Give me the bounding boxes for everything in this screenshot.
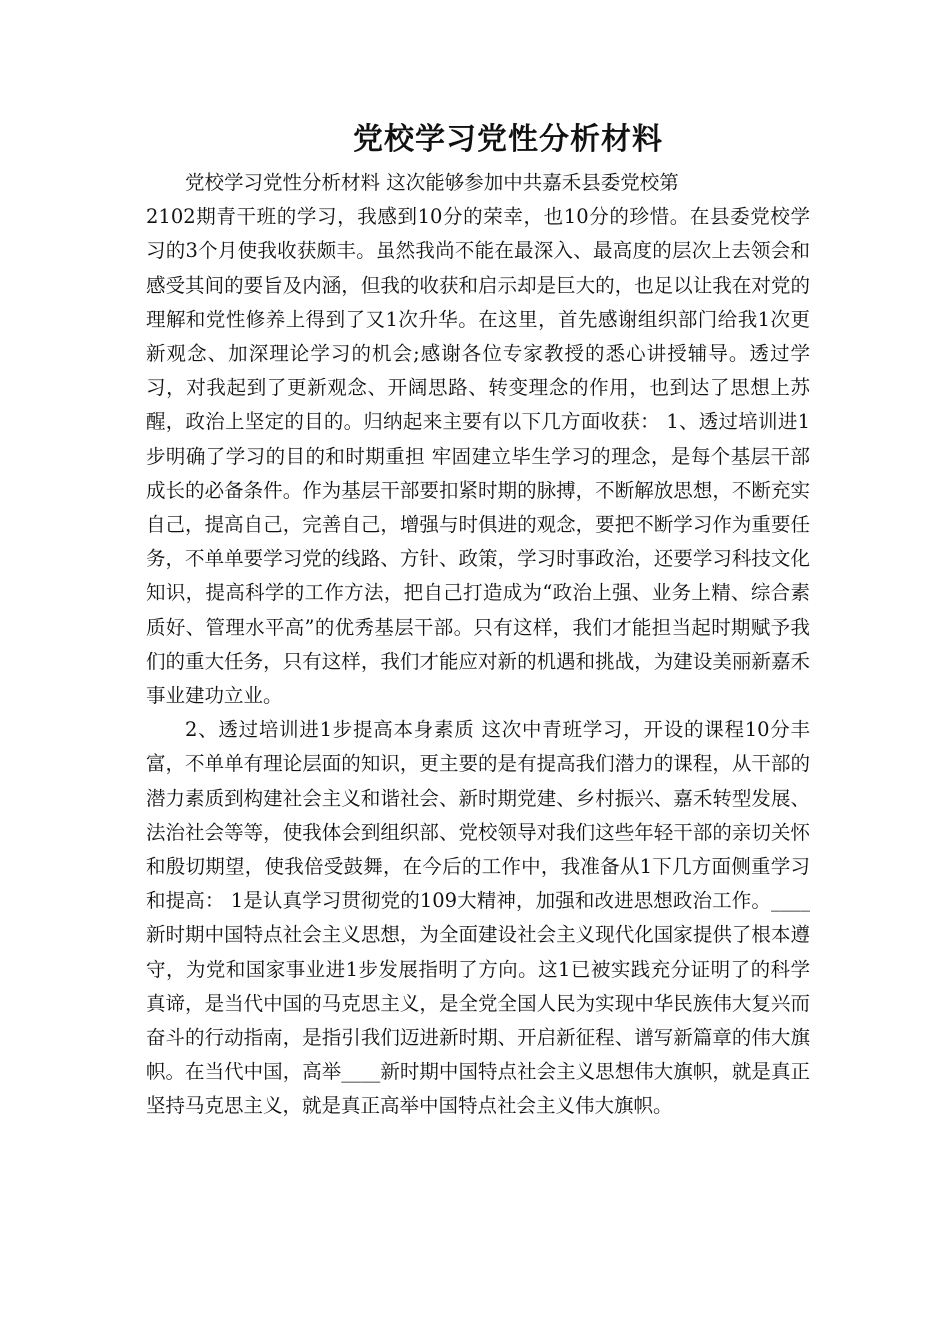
- document-title: 党校学习党性分析材料: [353, 122, 663, 157]
- document-body: [146, 166, 810, 1124]
- paragraph-intro: 党校学习党性分析材料 这次能够参加中共嘉禾县委党校第: [185, 171, 679, 194]
- paragraph-gains: 2102期青干班的学习，我感到10分的荣幸，也10分的珍惜。在县委党校学习的3个月使我收获颇丰。虽然我尚不能在最深入、最高度的层次上去领会和感受其间的要旨及内涵，但我的收获和启示却是巨大的，也足以让我在对党的理解和党性修养上得到了又1次升华。在这里，首先感谢组织部门给我1次更新观念、加深理论学习的机会;感谢各位专家教授的悉心讲授辅导。透过学习，对我起到了更新观念、开阔思路、转变理念的作用，也到达了思想上苏醒，政治上坚定的目的。归纳起来主要有以下几方面收获： 1、透过培训进1步明确了学习的目的和时期重担 牢固建立毕生学习的理念，是每个基层干部成长的必备条件。作为基层干部要扣紧时期的脉搏，不断解放思想，不断充实自己，提高自己，完善自己，增强与时俱进的观念，要把不断学习作为重要任务，不单单要学习党的线路、方针、政策，学习时事政治，还要学习科技文化知识，提高科学的工作方法，把自己打造成为“政治上强、业务上精、综合素质好、管理水平高”的优秀基层干部。只有这样，我们才能担当起时期赋予我们的重大任务，只有这样，我们才能应对新的机遇和挑战，为建设美丽新嘉禾事业建功立业。: [146, 205, 810, 708]
- paragraph-quality: 2、透过培训进1步提高本身素质 这次中青班学习，开设的课程10分丰富，不单单有理论层面的知识，更主要的是有提高我们潜力的课程，从干部的潜力素质到构建社会主义和谐社会、新时期党建、乡村振兴、嘉禾转型发展、法治社会等等，使我体会到组织部、党校领导对我们这些年轻干部的亲切关怀和殷切期望，使我倍受鼓舞，在今后的工作中，我准备从1下几方面侧重学习和提高： 1是认真学习贯彻党的109大精神，加强和改进思想政治工作。____新时期中国特点社会主义思想，为全面建设社会主义现代化国家提供了根本遵守，为党和国家事业进1步发展指明了方向。这1已被实践充分证明了的科学真谛，是当代中国的马克思主义，是全党全国人民为实现中华民族伟大复兴而奋斗的行动指南，是指引我们迈进新时期、开启新征程、谱写新篇章的伟大旗帜。在当代中国，高举____新时期中国特点社会主义思想伟大旗帜，就是真正坚持马克思主义，就是真正高举中国特点社会主义伟大旗帜。: [146, 718, 810, 1118]
